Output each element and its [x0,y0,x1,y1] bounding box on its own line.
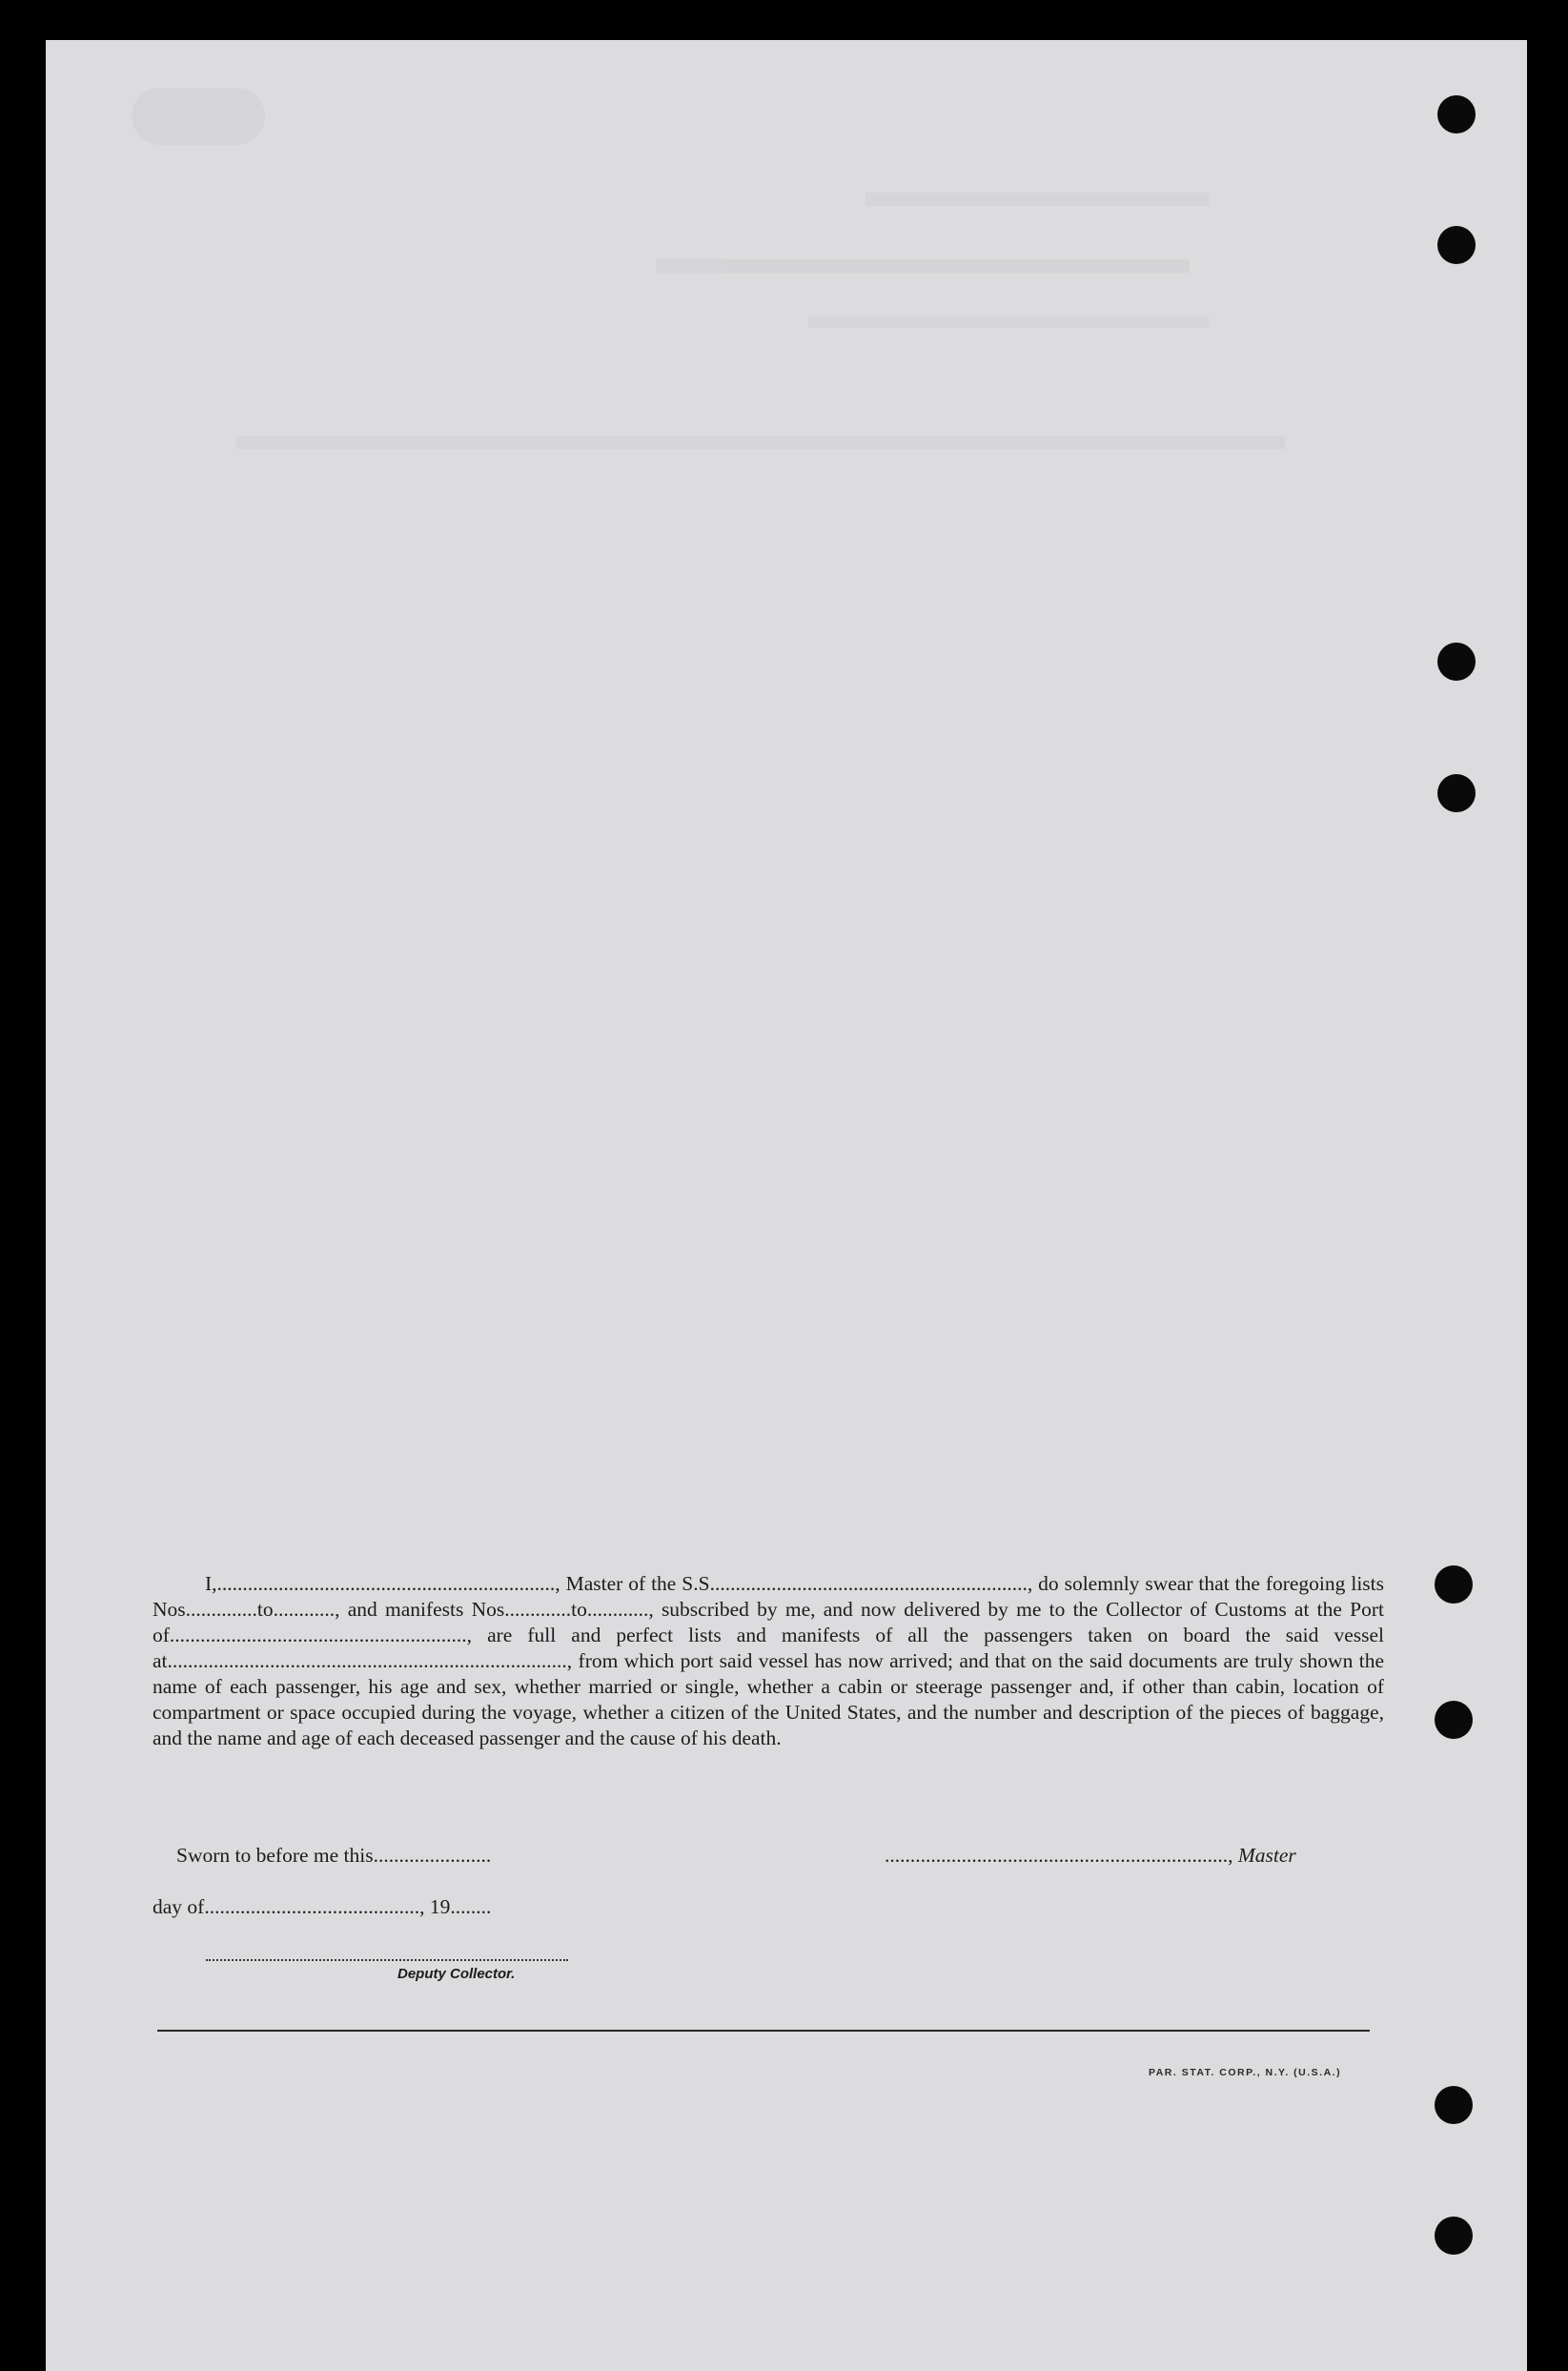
oath-text: I,.................................................................., Master of the S.S.............................................................., do solemnly swear that the foregoing lists Nos..............to............, and manifests Nos.............to............, subscribed by me, and now delivered by me to the Collector of Customs at the Port of.........................................................., are full and perfect lists and manifests of all the passengers taken on board the said vessel at.............................................................................., from which port said vessel has now arrived; and that on the said documents are truly shown the name of each passenger, his age and sex, whether married or single, whether a cabin or steerage passenger and, if other than cabin, location of compartment or space occupied during the voyage, whether a citizen of the United States, and the number and description of the pieces of baggage, and the name and age of each deceased passenger and the cause of his death. [153,1572,1384,1749]
deputy-collector-label: Deputy Collector. [397,1966,516,1982]
show-through-area [122,78,1313,479]
master-signature-line [885,1844,1296,1868]
sworn-line: Sworn to before me this....................... [176,1844,492,1867]
day-line: day of.........................................., 19........ [153,1895,492,1918]
bottom-rule [157,2030,1370,2032]
master-label: Master [1237,1844,1296,1867]
punch-hole [1437,226,1476,264]
punch-hole [1435,2086,1473,2124]
punch-hole [1435,1565,1473,1604]
punch-hole [1437,774,1476,812]
punch-hole [1435,2217,1473,2255]
oath-paragraph [153,1571,1384,1751]
deputy-signature-line [206,1959,568,1961]
printer-imprint: PAR. STAT. CORP., N.Y. (U.S.A.) [1149,2067,1342,2078]
master-dots: ..................................................................., [885,1844,1238,1867]
punch-hole [1435,1701,1473,1739]
punch-hole [1437,95,1476,133]
document-sheet [46,40,1527,2371]
punch-hole [1437,643,1476,681]
